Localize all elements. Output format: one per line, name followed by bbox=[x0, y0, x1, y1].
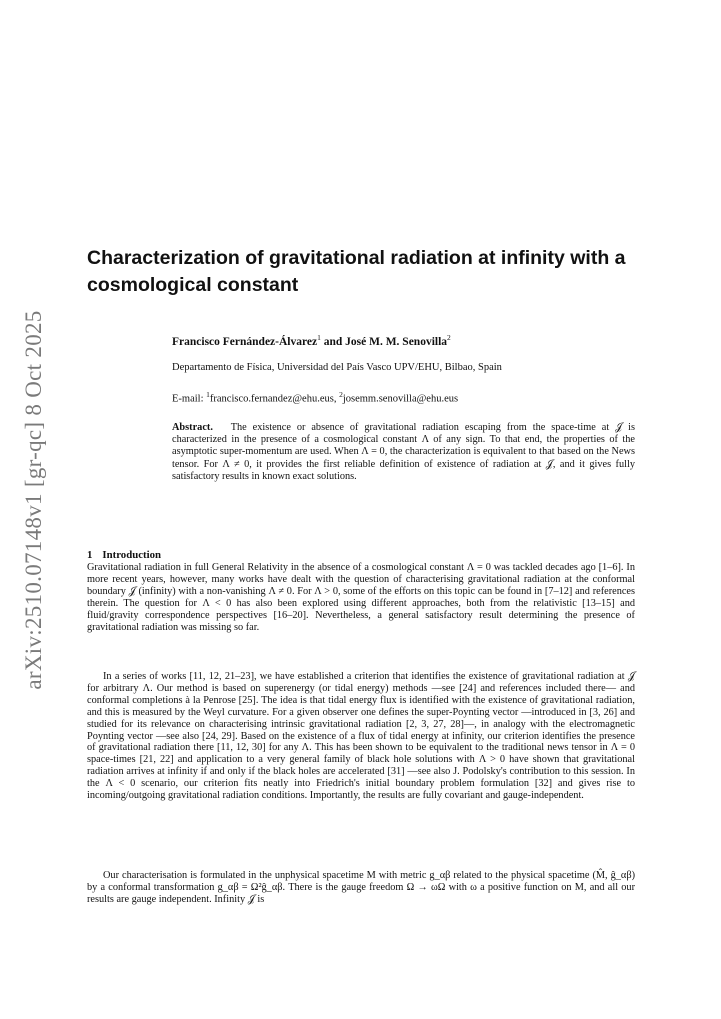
author-conjunction: and bbox=[320, 335, 346, 348]
body-paragraph: In a series of works [11, 12, 21–23], we have established a criterion that identifies the existence of gravitational radiation at 𝒥 for arbitrary Λ. Our method is based on superenergy (or tidal energy) methods —see [24] and references included there— and conformal completions à la Penrose [25]. The idea is that tidal energy flux is identified with the existence of gravitational radiation, and this is measured by the Weyl curvature. For a given observer one defines the super-Poynting vector —introduced in [3, 26] and studied for its relevance on characterising intrinsic gravitational radiation [2, 3, 27, 28]—, in analogy with the electromagnetic Poynting vector —see also [24, 29]. Based on the existence of a flux of tidal energy at infinity, our criterion identifies the presence of gravitational radiation there [11, 12, 30] for any Λ. This has been shown to be equivalent to the traditional news tensor in Λ = 0 space-times [21, 22] and application to a very general family of black hole solutions with Λ > 0 have shown that gravitational radiation arrives at infinity if and only if the black holes are accelerated [31] —see also J. Podolsky's contribution to this session. In the Λ < 0 scenario, our criterion fits neatly into Friedrich's initial boundary problem formulation [32] and gives rise to incoming/outgoing gravitational radiation conditions. Importantly, the results are fully covariant and gauge-independent. bbox=[87, 671, 635, 802]
affiliation: Departamento de Física, Universidad del País Vasco UPV/EHU, Bilbao, Spain bbox=[172, 362, 502, 373]
body-paragraph: Gravitational radiation in full General Relativity in the absence of a cosmological constant Λ = 0 was tackled decades ago [1–6]. In more recent years, however, many works have dealt with the question of characterising gravitational radiation at the conformal boundary 𝒥 (infinity) with a non-vanishing Λ ≠ 0. For Λ > 0, some of the efforts on this topic can be found in [7–12] and references therein. The question for Λ < 0 has also been explored using different approaches, both from the relativistic [13–15] and fluid/gravity correspondence perspectives [16–20]. Nevertheless, a general satisfactory result determining the presence of gravitational radiation was missing so far. bbox=[87, 562, 635, 633]
author-name: José M. M. Senovilla bbox=[345, 335, 448, 348]
email-label: E-mail: bbox=[172, 393, 207, 405]
email-mark: 1 bbox=[206, 390, 210, 399]
email-address[interactable]: francisco.fernandez@ehu.eus bbox=[209, 393, 334, 405]
email-line bbox=[172, 390, 652, 405]
section-heading bbox=[87, 549, 171, 561]
email-mark: 2 bbox=[339, 390, 343, 399]
abstract bbox=[172, 422, 635, 483]
body-paragraph: Our characterisation is formulated in the unphysical spacetime M with metric g_αβ related to the physical spacetime (M̂, ĝ_αβ) by a conformal transformation g_αβ = Ω²ĝ_αβ. There is the gauge freedom Ω → ωΩ with ω a positive function on M, and all our results are gauge independent. Infinity 𝒥 is bbox=[87, 870, 635, 905]
section-title: Introduction bbox=[102, 549, 162, 561]
email-separator: , bbox=[333, 393, 340, 405]
abstract-text: The existence or absence of gravitational radiation escaping from the space-time at 𝒥 is characterized in the presence of a cosmological constant Λ of any sign. To that end, the properties of the asymptotic super-momentum are used. When Λ = 0, the characterization is equivalent to that based on the News tensor. For Λ ≠ 0, it provides the first reliable definition of existence of radiation at 𝒥, and it gives fully satisfactory results in known exact solutions. bbox=[172, 422, 635, 482]
email-address[interactable]: josemm.senovilla@ehu.eus bbox=[342, 393, 459, 405]
affiliation-mark: 1 bbox=[317, 333, 321, 342]
author-list bbox=[172, 333, 652, 348]
author-name: Francisco Fernández-Álvarez bbox=[172, 335, 318, 348]
abstract-label: Abstract. bbox=[172, 422, 213, 433]
arxiv-identifier: arXiv:2510.07148v1 [gr-qc] 8 Oct 2025 bbox=[21, 310, 46, 690]
paper-title: Characterization of gravitational radiation at infinity with a cosmological constant bbox=[87, 247, 626, 296]
section-number: 1 bbox=[87, 549, 93, 561]
affiliation-mark: 2 bbox=[447, 333, 451, 342]
arxiv-sidebar bbox=[14, 310, 54, 690]
